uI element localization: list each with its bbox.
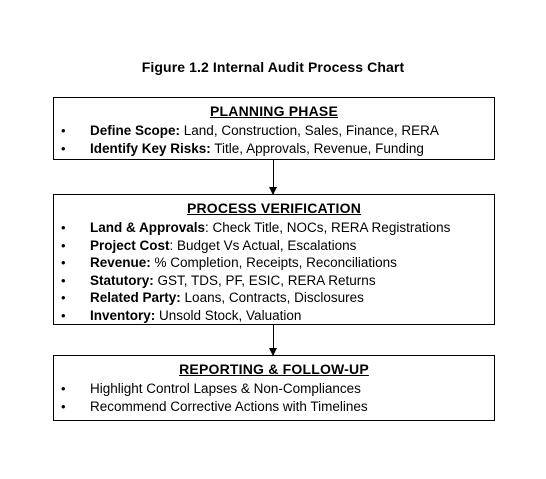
reporting-follow-up-box — [53, 355, 495, 421]
item-text: Title, Approvals, Revenue, Funding — [210, 140, 424, 156]
bullet-icon: • — [61, 140, 66, 156]
item-text: Unsold Stock, Valuation — [155, 307, 302, 323]
list-item — [54, 289, 494, 307]
planning-phase-box — [53, 97, 495, 160]
item-key: Revenue: — [90, 255, 151, 271]
process-verification-title: PROCESS VERIFICATION — [186, 200, 362, 216]
bullet-icon: • — [61, 220, 66, 235]
process-verification-list — [54, 219, 494, 325]
bullet-icon: • — [61, 290, 66, 306]
process-verification-box — [53, 194, 495, 325]
item-key: Identify Key Risks: — [90, 140, 211, 156]
planning-phase-title: PLANNING PHASE — [209, 103, 339, 119]
arrow-down-icon — [273, 325, 274, 355]
item-text: : Check Title, NOCs, RERA Registrations — [205, 220, 451, 235]
list-item — [54, 219, 494, 237]
reporting-follow-up-title: REPORTING & FOLLOW-UP — [179, 361, 369, 377]
item-key: Define Scope: — [90, 123, 181, 138]
bullet-icon: • — [61, 398, 66, 414]
bullet-icon: • — [61, 255, 66, 271]
item-text: Land, Construction, Sales, Finance, RERA — [180, 123, 439, 138]
arrow-down-icon — [273, 160, 274, 194]
list-item — [54, 254, 494, 272]
bullet-icon: • — [61, 237, 66, 253]
item-text: % Completion, Receipts, Reconciliations — [150, 255, 397, 271]
bullet-icon: • — [61, 123, 66, 138]
item-key: Statutory: — [90, 272, 154, 288]
item-key: Inventory: — [90, 307, 156, 323]
list-item — [54, 237, 494, 255]
bullet-icon: • — [61, 381, 66, 396]
item-text: Recommend Corrective Actions with Timelines — [90, 398, 368, 414]
bullet-icon: • — [61, 272, 66, 288]
item-text: Highlight Control Lapses & Non-Compliances — [90, 381, 361, 396]
list-item — [54, 307, 494, 325]
item-text: GST, TDS, PF, ESIC, RERA Returns — [153, 272, 376, 288]
item-text: : Budget Vs Actual, Escalations — [169, 237, 357, 253]
list-item — [54, 140, 494, 158]
bullet-icon: • — [61, 307, 66, 323]
item-key: Land & Approvals — [90, 220, 206, 235]
planning-phase-list — [54, 122, 494, 157]
reporting-follow-up-list — [54, 380, 494, 415]
list-item — [54, 380, 494, 398]
list-item — [54, 398, 494, 416]
item-key: Project Cost — [90, 237, 170, 253]
item-key: Related Party: — [90, 290, 181, 306]
figure-title: Figure 1.2 Internal Audit Process Chart — [141, 59, 405, 75]
list-item — [54, 122, 494, 140]
item-text: Loans, Contracts, Disclosures — [180, 290, 364, 306]
list-item — [54, 272, 494, 290]
